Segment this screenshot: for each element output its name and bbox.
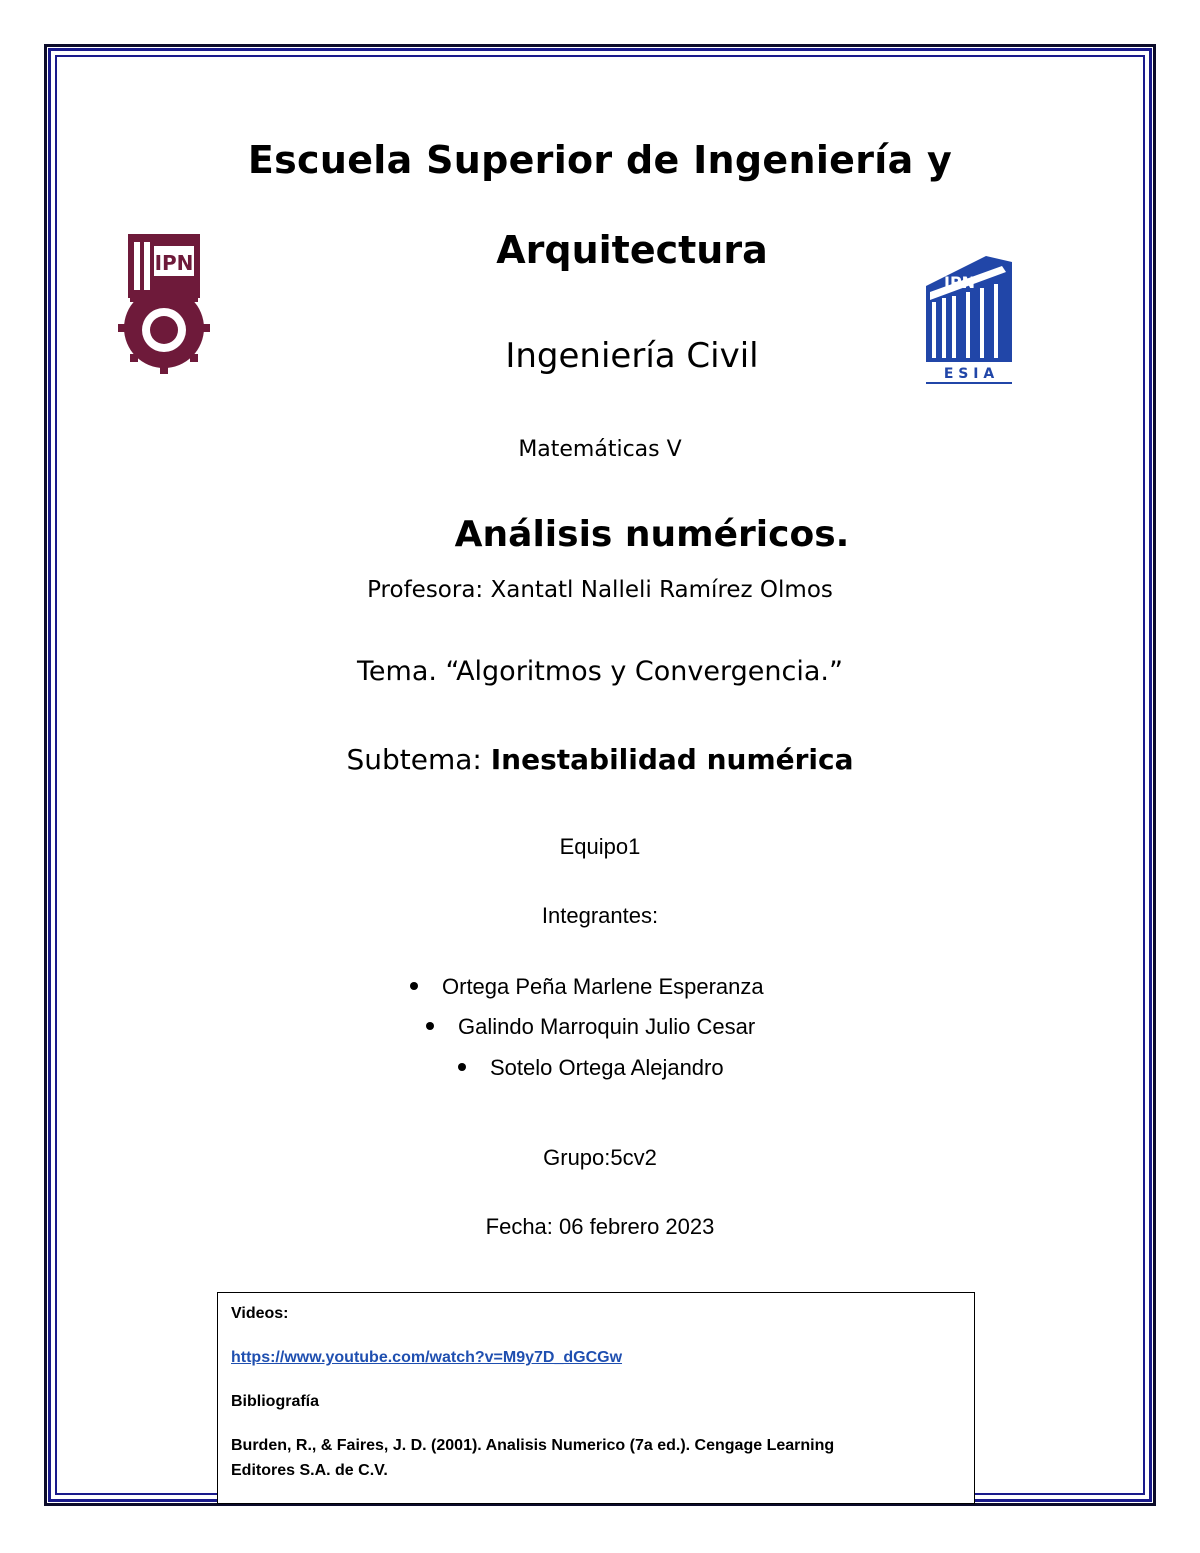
member-name: Galindo Marroquin Julio Cesar — [458, 1014, 756, 1039]
member-name: Sotelo Ortega Alejandro — [490, 1055, 724, 1080]
citation-line-2: Editores S.A. de C.V. — [231, 1462, 388, 1479]
references-box — [217, 1292, 975, 1504]
school-title-line1: Escuela Superior de Ingeniería y — [247, 138, 953, 182]
group-line: Grupo:5cv2 — [543, 1145, 657, 1170]
bullet-icon — [426, 1022, 434, 1030]
list-item — [410, 974, 764, 1000]
bibliography-label: Bibliografía — [231, 1393, 320, 1410]
videos-label: Videos: — [231, 1305, 289, 1322]
members-label: Integrantes: — [541, 903, 659, 928]
school-title-line2: Arquitectura — [496, 228, 768, 272]
work-title: Análisis numéricos. — [454, 514, 850, 555]
esia-logo-ipn-text: IPN — [944, 273, 976, 292]
date-line: Fecha: 06 febrero 2023 — [485, 1214, 715, 1239]
subtopic-line — [0, 743, 1200, 776]
team-name: Equipo1 — [559, 834, 641, 859]
list-item — [426, 1014, 755, 1040]
bullet-icon — [458, 1063, 466, 1071]
subject-name: Matemáticas V — [518, 437, 682, 462]
career-name: Ingeniería Civil — [505, 336, 759, 376]
citation-line-1: Burden, R., & Faires, J. D. (2001). Analisis Numerico (7a ed.). Cengage Learning — [231, 1437, 835, 1454]
video-link[interactable]: https://www.youtube.com/watch?v=M9y7D_dGCGw — [231, 1349, 623, 1366]
list-item — [458, 1055, 724, 1081]
ipn-logo-text: IPN — [154, 251, 194, 275]
topic-line: Tema. “Algoritmos y Convergencia.” — [357, 656, 843, 687]
bullet-icon — [410, 982, 418, 990]
subtopic-value: Inestabilidad numérica — [490, 743, 854, 776]
subtopic-label: Subtema: — [346, 743, 491, 776]
esia-logo-text: E S I A — [943, 366, 995, 382]
professor-line: Profesora: Xantatl Nalleli Ramírez Olmos — [367, 577, 833, 603]
member-name: Ortega Peña Marlene Esperanza — [442, 974, 764, 999]
